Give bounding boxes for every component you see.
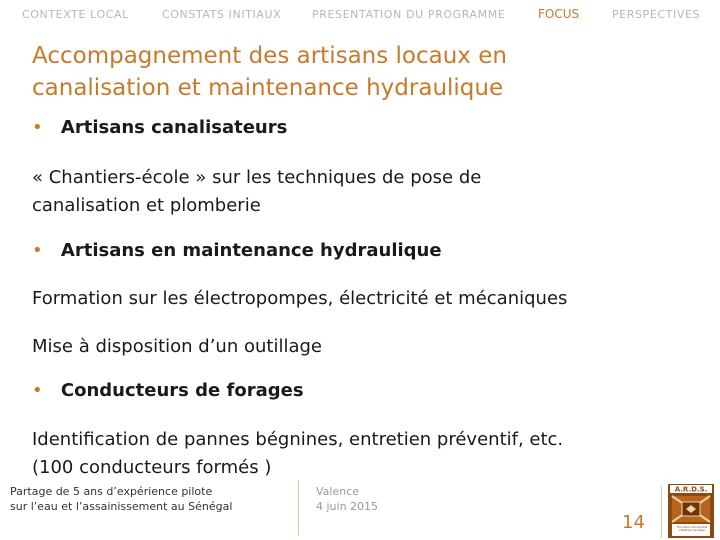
paragraph-line: canalisation et plomberie bbox=[32, 195, 261, 216]
logo-subtitle: Fondation Ensemble Initiative Sénégal bbox=[676, 525, 708, 532]
top-navigation bbox=[0, 0, 720, 28]
page-number: 14 bbox=[622, 512, 645, 533]
footer-divider bbox=[298, 480, 299, 536]
section-paragraph bbox=[32, 164, 692, 220]
footer-line: sur l’eau et l’assainissement au Sénégal bbox=[10, 500, 233, 513]
section-heading-maintenance-hydraulique bbox=[32, 240, 442, 261]
nav-item-focus[interactable]: FOCUS bbox=[538, 7, 580, 21]
nav-item-constats-initiaux[interactable]: CONSTATS INITIAUX bbox=[162, 8, 282, 21]
section-heading-text: Artisans canalisateurs bbox=[60, 117, 288, 138]
paragraph-line: Formation sur les électropompes, électricité et mécaniques bbox=[32, 288, 568, 309]
bullet-icon: • bbox=[32, 380, 43, 401]
footer-location: Valence bbox=[316, 485, 360, 498]
nav-item-contexte-local[interactable]: CONTEXTE LOCAL bbox=[22, 8, 129, 21]
section-paragraph bbox=[32, 285, 692, 313]
footer-date: 4 juin 2015 bbox=[316, 500, 379, 513]
section-paragraph bbox=[32, 333, 692, 361]
section-heading-text: Artisans en maintenance hydraulique bbox=[60, 240, 442, 261]
logo-divider bbox=[661, 486, 662, 538]
slide-title-line-1: Accompagnement des artisans locaux en bbox=[32, 43, 507, 69]
section-heading-artisans-canalisateurs bbox=[32, 117, 287, 138]
bullet-icon: • bbox=[32, 240, 43, 261]
paragraph-line: (100 conducteurs formés ) bbox=[32, 457, 272, 478]
slide-title bbox=[32, 40, 692, 104]
nav-item-perspectives[interactable]: PERSPECTIVES bbox=[612, 8, 701, 21]
paragraph-line: Identification de pannes bégnines, entretien préventif, etc. bbox=[32, 429, 564, 450]
section-paragraph bbox=[32, 426, 692, 482]
section-heading-conducteurs-forages bbox=[32, 380, 304, 401]
paragraph-line: « Chantiers-école » sur les techniques de pose de bbox=[32, 167, 482, 188]
footer-location-date bbox=[316, 484, 378, 514]
paragraph-line: Mise à disposition d’un outillage bbox=[32, 336, 322, 357]
bullet-icon: • bbox=[32, 117, 43, 138]
footer-line: Partage de 5 ans d’expérience pilote bbox=[10, 485, 213, 498]
section-heading-text: Conducteurs de forages bbox=[60, 380, 304, 401]
slide-title-line-2: canalisation et maintenance hydraulique bbox=[32, 75, 504, 101]
footer-event-title bbox=[10, 484, 232, 514]
nav-item-presentation-programme[interactable]: PRESENTATION DU PROGRAMME bbox=[312, 8, 506, 21]
logo-text: A.R.D.S. bbox=[674, 485, 708, 494]
